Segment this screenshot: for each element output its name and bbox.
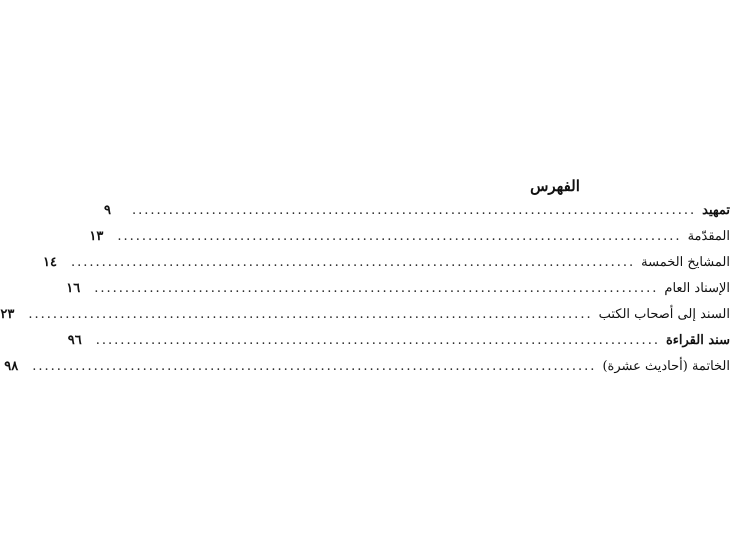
leader-dots: ............................................................................................ — [70, 255, 636, 270]
page-title: الفهرس — [530, 177, 580, 195]
toc-entry-page: ٩ — [103, 203, 111, 218]
leader-dots: ............................................................................................ — [95, 333, 660, 348]
toc-entry-page: ٢٣ — [0, 307, 15, 322]
toc-entry-label: المشايخ الخمسة — [641, 255, 730, 270]
toc-entry-label: الخاتمة (أحاديث عشرة) — [602, 359, 730, 374]
leader-dots: ............................................................................................ — [28, 307, 593, 322]
toc-entry[interactable] — [103, 198, 730, 224]
toc-entry-page: ٩٨ — [4, 359, 19, 374]
toc-entry[interactable] — [42, 250, 730, 276]
leader-dots: ............................................................................................ — [117, 229, 682, 244]
toc-entry-page: ١٤ — [42, 255, 57, 270]
toc-entry[interactable] — [0, 302, 730, 328]
toc-entry[interactable] — [4, 354, 730, 380]
toc-entry-label: السند إلى أصحاب الكتب — [598, 307, 730, 322]
leader-dots: ............................................................................................ — [94, 281, 659, 296]
toc-entry-label: المقدّمة — [687, 229, 730, 244]
toc-entry-label: تمهيد — [702, 203, 730, 218]
toc-entry-page: ١٣ — [89, 229, 104, 244]
toc-entry[interactable] — [89, 224, 730, 250]
leader-dots: ............................................................................................ — [131, 203, 697, 218]
toc-entry[interactable] — [67, 328, 730, 354]
toc-entry-label: سند القراءة — [665, 333, 730, 348]
toc-entry[interactable] — [66, 276, 730, 302]
leader-dots: ............................................................................................ — [32, 359, 597, 374]
table-of-contents — [0, 198, 730, 380]
toc-entry-page: ٩٦ — [67, 333, 82, 348]
toc-entry-label: الإسناد العام — [664, 281, 730, 296]
toc-entry-page: ١٦ — [66, 281, 81, 296]
